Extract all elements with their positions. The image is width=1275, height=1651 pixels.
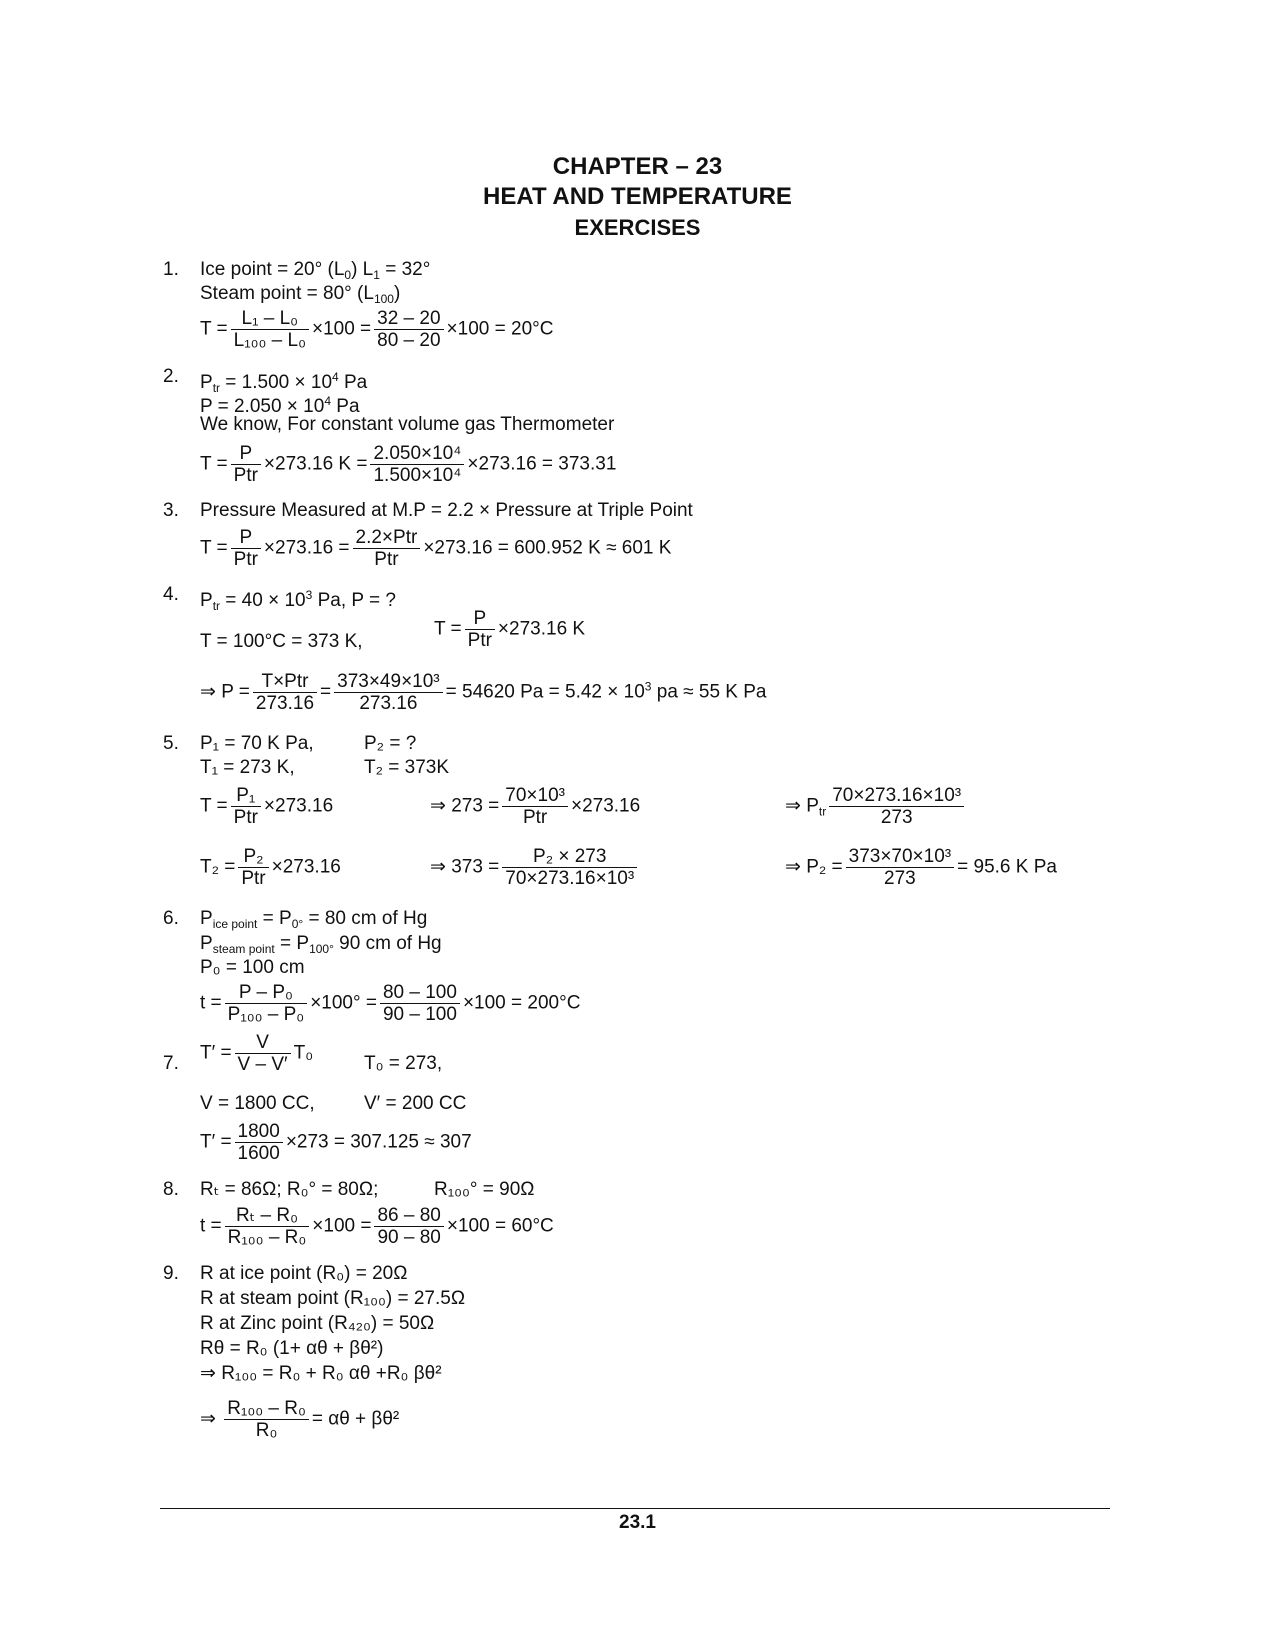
q5-eq-b: ⇒ 273 = $\frac{\text{70×10³}}{\text{Ptr}}$ ×273.16 xyxy=(430,785,641,828)
fraction: $\frac{80 - 100}{90 - 100}$ xyxy=(380,982,460,1025)
fraction: $\frac{1800}{1600}$ xyxy=(235,1121,283,1164)
q1-line-2: Steam point = 80° $(L_{100})$ xyxy=(200,283,401,306)
q7-v-prime: V′ = 200 CC xyxy=(364,1093,467,1114)
q5-p1: P₁ = 70 K Pa, xyxy=(200,733,314,754)
q6-equation: t = $\frac{\text{P – P₀}}{\text{P₁₀₀ – P₀}}$ ×100° = $\frac{80 - 100}{90 - 100}$ ×100 = 200°C xyxy=(200,982,581,1025)
q5-p2: P₂ = ? xyxy=(364,733,417,754)
fraction: $\frac{\text{P – P₀}}{\text{P₁₀₀ – P₀}}$ xyxy=(225,982,308,1025)
q5-eq-c: ⇒ $P_{tr}$ $\frac{\text{70×273.16×10³}}{273}$ xyxy=(785,785,967,828)
question-number: 5. xyxy=(163,733,179,754)
q5-t1: T₁ = 273 K, xyxy=(200,757,295,778)
q7-equation-2: T′ = $\frac{1800}{1600}$ ×273 = 307.125 ≈ 307 xyxy=(200,1121,472,1164)
q9-line-4: Rθ = R₀ (1+ αθ + βθ²) xyxy=(200,1338,384,1359)
q5-eq-d: T₂ = $\frac{\text{P₂}}{\text{Ptr}}$ ×273.16 xyxy=(200,846,341,889)
page-number: 23.1 xyxy=(619,1512,656,1533)
question-number: 2. xyxy=(163,366,179,387)
q4-line-2: T = 100°C = 373 K, xyxy=(200,631,363,652)
fraction: $\frac{\text{2.050×10⁴}}{\text{1.500×10⁴}}$ xyxy=(370,443,464,486)
q1-equation: T = $\frac{\text{L₁ – L₀}}{\text{L₁₀₀ – L₀}}$ ×100 = $\frac{32 - 20}{80 - 20}$ ×100 = 20°C xyxy=(200,308,554,351)
q5-eq-e: ⇒ 373 = $\frac{\text{P₂ × 273}}{\text{70×273.16×10³}}$ xyxy=(430,846,640,889)
fraction: $\frac{\text{373×70×10³}}{273}$ xyxy=(846,846,955,889)
q7-v: V = 1800 CC, xyxy=(200,1093,315,1114)
fraction: $\frac{P}{\text{Ptr}}$ xyxy=(231,527,261,570)
fraction: $\frac{\text{373×49×10³}}{273.16}$ xyxy=(334,671,443,714)
q2-line-1: $P_{tr} = 1.500 \times 10^4$ Pa xyxy=(200,370,368,395)
q7-t0: T₀ = 273, xyxy=(364,1053,443,1074)
fraction: $\frac{\text{P₂}}{\text{Ptr}}$ xyxy=(238,846,268,889)
q9-line-2: R at steam point (R₁₀₀) = 27.5Ω xyxy=(200,1288,466,1309)
q6-line-2: $P_{steam point} = P_{100^\circ}$ 90 cm of Hg xyxy=(200,933,442,956)
q4-line-1: $P_{tr} = 40 \times 10^3$ Pa, P = ? xyxy=(200,588,396,613)
question-number: 1. xyxy=(163,259,179,280)
fraction: $\frac{P}{\text{Ptr}}$ xyxy=(231,443,261,486)
fraction: $\frac{\text{T×Ptr}}{273.16}$ xyxy=(253,671,317,714)
q4-equation-2: ⇒ P = $\frac{\text{T×Ptr}}{273.16}$ = $\frac{\text{373×49×10³}}{273.16}$ = 54620 $Pa = 5.42 \times 10^3$ pa ≈ 55 K Pa xyxy=(200,671,767,714)
fraction: $\frac{P}{\text{Ptr}}$ xyxy=(465,608,495,651)
q5-eq-a: T = $\frac{\text{P₁}}{\text{Ptr}}$ ×273.16 xyxy=(200,785,334,828)
q1-line-1: Ice point = 20° $(L_0) L_1 = 32^\circ$ xyxy=(200,259,431,282)
fraction: $\frac{V}{V - V'}$ xyxy=(235,1032,291,1075)
fraction: $\frac{\text{70×273.16×10³}}{273}$ xyxy=(829,785,964,828)
q3-line-1: Pressure Measured at M.P = 2.2 × Pressure at Triple Point xyxy=(200,500,693,521)
q9-line-3: R at Zinc point (R₄₂₀) = 50Ω xyxy=(200,1313,435,1334)
fraction: $\frac{32 - 20}{80 - 20}$ xyxy=(374,308,443,351)
question-number: 8. xyxy=(163,1179,179,1200)
footer-divider xyxy=(160,1508,1110,1509)
q5-eq-f: ⇒ P₂ = $\frac{\text{373×70×10³}}{273}$ = 95.6 K Pa xyxy=(785,846,1057,889)
q3-equation: T = $\frac{P}{\text{Ptr}}$ ×273.16 = $\frac{\text{2.2×Ptr}}{\text{Ptr}}$ ×273.16 = 600.952 K ≈ 601 K xyxy=(200,527,672,570)
fraction: $\frac{\text{L₁ – L₀}}{\text{L₁₀₀ – L₀}}$ xyxy=(231,308,309,351)
chapter-heading: CHAPTER – 23 xyxy=(552,153,723,180)
question-number: 7. xyxy=(163,1053,179,1074)
question-number: 9. xyxy=(163,1263,179,1284)
fraction: $\frac{\text{P₂ × 273}}{\text{70×273.16×10³}}$ xyxy=(502,846,637,889)
question-number: 4. xyxy=(163,584,179,605)
question-number: 6. xyxy=(163,908,179,929)
chapter-title: HEAT AND TEMPERATURE xyxy=(483,183,792,210)
q9-equation: ⇒ $\frac{\text{R₁₀₀ – R₀}}{\text{R₀}}$ = αθ + βθ² xyxy=(200,1398,400,1441)
q2-line-3: We know, For constant volume gas Thermometer xyxy=(200,414,615,435)
section-title: EXERCISES xyxy=(574,215,701,240)
fraction: $\frac{\text{P₁}}{\text{Ptr}}$ xyxy=(231,785,261,828)
fraction: $\frac{\text{Rₜ – R₀}}{\text{R₁₀₀ – R₀}}$ xyxy=(225,1205,310,1248)
q6-line-3: P₀ = 100 cm xyxy=(200,957,305,978)
fraction: $\frac{\text{70×10³}}{\text{Ptr}}$ xyxy=(502,785,568,828)
q7-equation-1: T′ = $\frac{V}{V - V'}$ T₀ xyxy=(200,1032,314,1075)
q9-line-1: R at ice point (R₀) = 20Ω xyxy=(200,1263,408,1284)
q2-line-2: $P = 2.050 \times 10^4$ Pa xyxy=(200,394,360,417)
q2-equation: T = $\frac{P}{\text{Ptr}}$ ×273.16 K = $\frac{\text{2.050×10⁴}}{\text{1.500×10⁴}}$ ×273.16 = 373.31 xyxy=(200,443,617,486)
fraction: $\frac{\text{2.2×Ptr}}{\text{Ptr}}$ xyxy=(353,527,421,570)
q4-equation-1: T = $\frac{P}{\text{Ptr}}$ ×273.16 K xyxy=(434,608,586,651)
fraction: $\frac{\text{R₁₀₀ – R₀}}{\text{R₀}}$ xyxy=(224,1398,309,1441)
q8-r100: R₁₀₀° = 90Ω xyxy=(434,1179,535,1200)
q8-line-1: Rₜ = 86Ω; R₀° = 80Ω; xyxy=(200,1179,379,1200)
fraction: $\frac{86 - 80}{90 - 80}$ xyxy=(374,1205,443,1248)
q6-line-1: $P_{ice point} = P_{0^\circ} = 80$ cm of Hg xyxy=(200,908,428,931)
q9-line-5: ⇒ R₁₀₀ = R₀ + R₀ αθ +R₀ βθ² xyxy=(200,1363,442,1384)
q8-equation: t = $\frac{\text{Rₜ – R₀}}{\text{R₁₀₀ – R₀}}$ ×100 = $\frac{86 - 80}{90 - 80}$ ×100 = 60°C xyxy=(200,1205,554,1248)
question-number: 3. xyxy=(163,500,179,521)
q5-t2: T₂ = 373K xyxy=(364,757,450,778)
